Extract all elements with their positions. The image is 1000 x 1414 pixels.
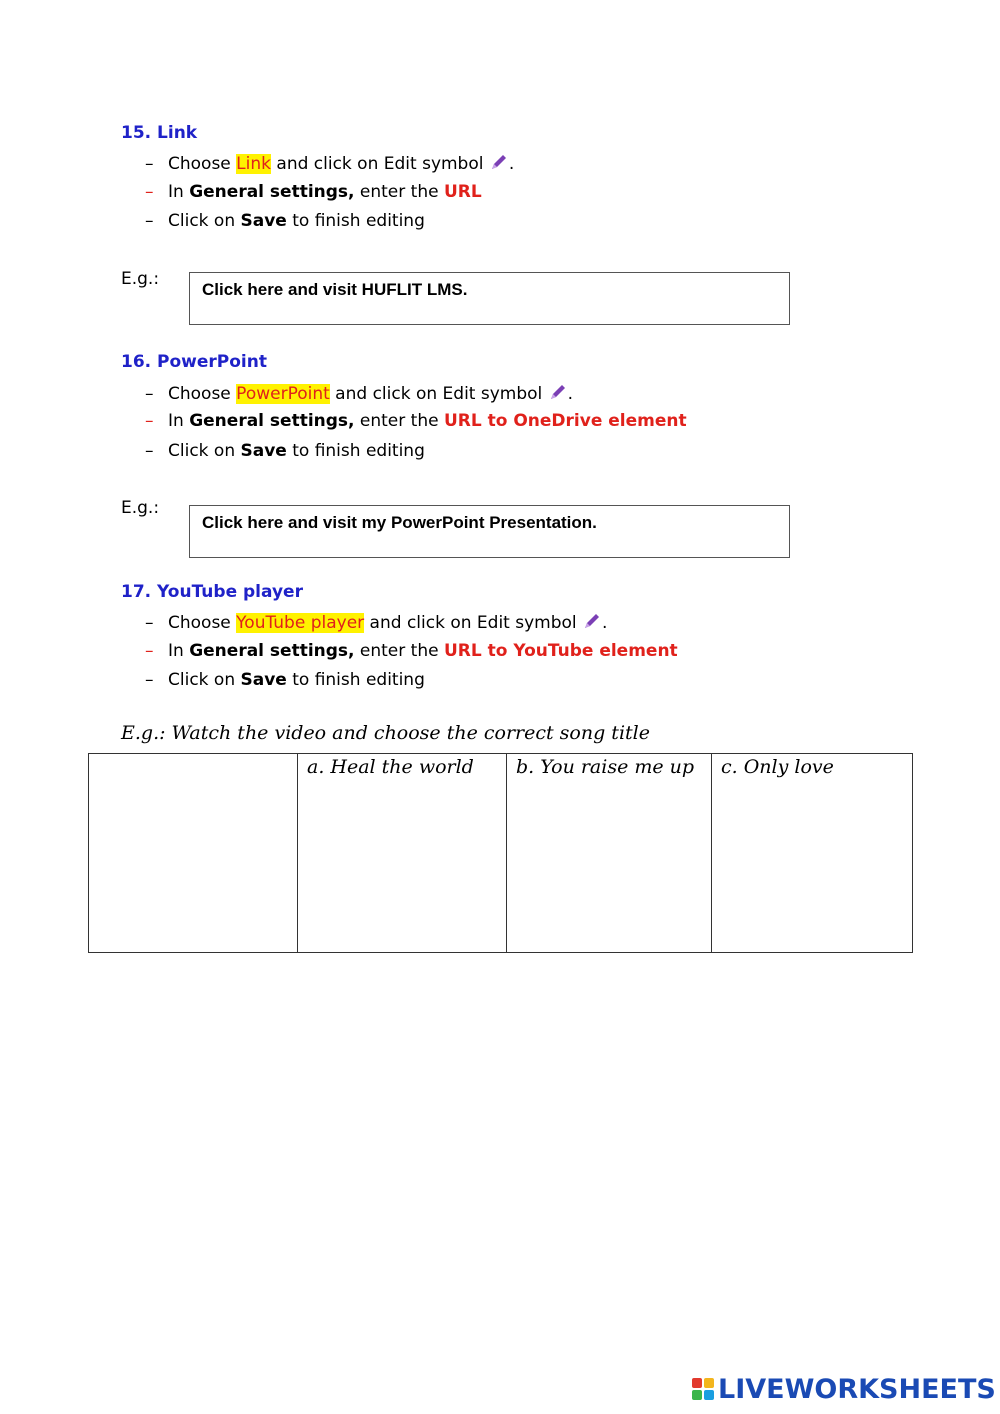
huflit-lms-link-box[interactable]: [189, 272, 790, 325]
section-17-step-save: – Click on Save to finish editing: [145, 670, 425, 690]
section-15-eg-label: E.g.:: [121, 269, 160, 289]
option-c[interactable]: c. Only love: [712, 754, 913, 953]
pencil-edit-icon: [548, 382, 568, 402]
option-b[interactable]: b. You raise me up: [507, 754, 712, 953]
section-15-title: 15. Link: [121, 123, 198, 143]
section-17-title: 17. YouTube player: [121, 582, 303, 602]
liveworksheets-mark-icon: [692, 1378, 714, 1400]
element-name-highlight: YouTube player: [236, 613, 365, 633]
section-16-step-general: – In General settings, enter the URL to OneDrive element: [145, 411, 687, 431]
option-a[interactable]: a. Heal the world: [298, 754, 507, 953]
powerpoint-link[interactable]: Click here and visit my PowerPoint Presentation.: [202, 513, 597, 532]
powerpoint-link-box[interactable]: [189, 505, 790, 558]
pencil-edit-icon: [582, 611, 602, 631]
section-17-step-choose: – Choose YouTube player and click on Edit symbol .: [145, 613, 608, 633]
huflit-lms-link[interactable]: Click here and visit HUFLIT LMS.: [202, 280, 468, 299]
section-15-step-choose: – Choose Link and click on Edit symbol .: [145, 154, 515, 174]
element-name-highlight: Link: [236, 154, 271, 174]
section-16-eg-label: E.g.:: [121, 498, 160, 518]
video-player-cell[interactable]: [89, 754, 298, 953]
section-16-title: 16. PowerPoint: [121, 352, 267, 372]
video-instruction: E.g.: Watch the video and choose the correct song title: [121, 722, 650, 744]
liveworksheets-wordmark: LIVEWORKSHEETS: [718, 1373, 996, 1405]
song-title-table: [88, 753, 913, 953]
section-17-step-general: – In General settings, enter the URL to YouTube element: [145, 641, 678, 661]
liveworksheets-logo: [692, 1373, 996, 1405]
pencil-edit-icon: [489, 152, 509, 172]
section-15-step-save: – Click on Save to finish editing: [145, 211, 425, 231]
section-16-step-save: – Click on Save to finish editing: [145, 441, 425, 461]
element-name-highlight: PowerPoint: [236, 384, 330, 404]
section-16-step-choose: – Choose PowerPoint and click on Edit symbol .: [145, 384, 574, 404]
section-15-step-general: – In General settings, enter the URL: [145, 182, 482, 202]
